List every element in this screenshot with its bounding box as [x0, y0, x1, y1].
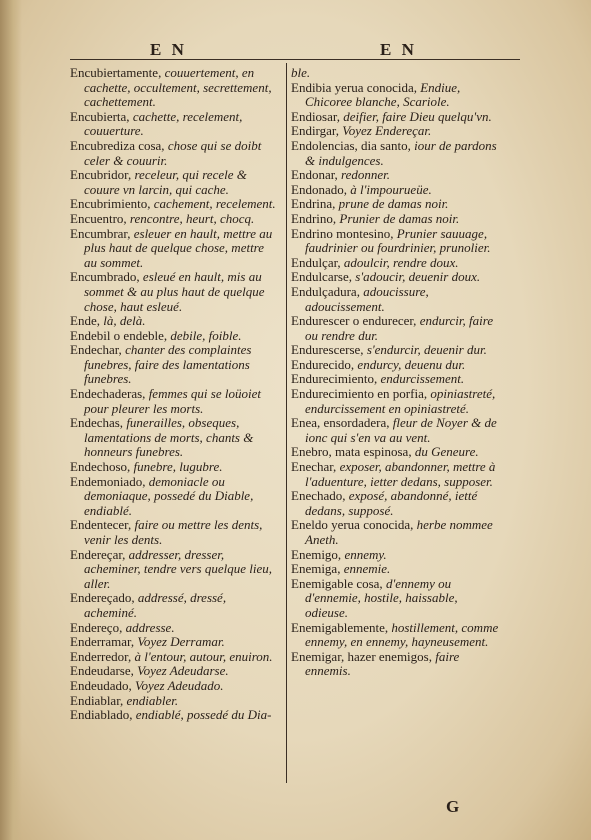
entry-headword: Encumbrar, [70, 225, 131, 241]
dictionary-entry [70, 416, 280, 460]
entry-translation: addressé, dressé, acheminé. [84, 590, 227, 620]
dictionary-entry [291, 285, 501, 314]
dictionary-entry [70, 343, 280, 387]
entry-headword: Endulcarse, [291, 269, 353, 285]
dictionary-entry [291, 212, 501, 227]
entry-translation: ennemy. [341, 546, 387, 562]
dictionary-entry [291, 110, 501, 125]
dictionary-entry [291, 387, 501, 416]
entry-headword: Encubiertamente, [70, 65, 162, 80]
dictionary-entry [291, 197, 501, 212]
entry-translation: du Geneure. [411, 444, 479, 460]
entry-headword: Eneldo yerua conocida, [291, 517, 414, 533]
entry-headword: Encubrimiento, [70, 196, 151, 212]
dictionary-entry [291, 621, 501, 650]
entry-headword: Endonar, [291, 167, 338, 183]
dictionary-entry [291, 81, 501, 110]
dictionary-entry [291, 445, 501, 460]
entry-headword: Endirgar, [291, 123, 339, 139]
dictionary-entry [70, 460, 280, 475]
entry-translation: iour de pardons & indulgences. [305, 137, 497, 168]
entry-headword: Encubrediza cosa, [70, 137, 165, 153]
entry-headword: Endrino, [291, 210, 337, 226]
entry-translation: funerailles, obseques, lamentations de morts, chants & honneurs funebres. [84, 415, 254, 460]
dictionary-entry [291, 460, 501, 489]
entry-translation: prune de damas noir. [335, 196, 449, 212]
right-column [291, 66, 501, 679]
entry-translation: couuertement, en cachette, occultement, secrettement, cachettement. [84, 65, 272, 110]
entry-translation: à l'entour, autour, enuiron. [131, 648, 273, 664]
entry-headword: Enechar, [291, 459, 337, 475]
dictionary-entry [291, 183, 501, 198]
dictionary-entry [70, 197, 280, 212]
entry-headword: Endolencias, dia santo, [291, 137, 411, 153]
dictionary-entry [70, 139, 280, 168]
dictionary-entry [70, 387, 280, 416]
entry-translation: endurcy, deuenu dur. [354, 356, 466, 372]
entry-translation: adoulcir, rendre doux. [340, 254, 459, 270]
header-rule [70, 59, 520, 60]
entry-headword: Enderredor, [70, 648, 132, 664]
dictionary-entry [291, 358, 501, 373]
dictionary-entry [291, 416, 501, 445]
dictionary-entry [291, 372, 501, 387]
dictionary-entry [291, 66, 501, 81]
entry-translation: adoucissure, adoucissement. [305, 283, 429, 314]
signature-mark: G [446, 797, 460, 816]
entry-translation: d'ennemy ou d'ennemie, hostile, haissable, odieuse. [305, 575, 458, 620]
entry-headword: Enemigar, hazer enemigos, [291, 648, 432, 664]
left-column [70, 66, 280, 723]
entry-headword: Endonado, [291, 181, 347, 197]
entry-translation: endiabler. [123, 692, 179, 708]
entry-translation: femmes qui se loüoiet pour pleurer les morts. [84, 386, 261, 416]
entry-translation: ennemie. [340, 561, 391, 577]
entry-translation: Voyez Endereçar. [338, 123, 432, 139]
entry-translation: opiniastreté, endurcissement en opiniastreté. [305, 386, 496, 416]
entry-headword: Endurescerse, [291, 342, 364, 358]
dictionary-entry [291, 343, 501, 358]
entry-translation: Prunier de damas noir. [336, 210, 460, 226]
entry-translation: Prunier sauuage, faudrinier ou fourdrinier, prunolier. [305, 225, 491, 256]
entry-headword: Endurescer o endurecer, [291, 313, 417, 329]
dictionary-entry [291, 518, 501, 547]
entry-translation: redonner. [337, 167, 391, 183]
entry-headword: Enea, ensordadera, [291, 415, 390, 431]
entry-headword: Encubridor, [70, 167, 132, 183]
dictionary-entry [70, 475, 280, 519]
dictionary-entry [291, 489, 501, 518]
dictionary-entry [70, 635, 280, 650]
dictionary-entry [70, 314, 280, 329]
entry-headword: Endereço, [70, 619, 123, 635]
dictionary-entry [70, 110, 280, 139]
dictionary-entry [70, 548, 280, 592]
entry-headword: Endibia yerua conocida, [291, 79, 417, 95]
entry-headword: Endiablado, [70, 707, 133, 723]
entry-translation: hostillement, comme ennemy, en ennemy, hayneusement. [305, 619, 499, 650]
entry-translation: addresse. [122, 619, 175, 635]
entry-headword: Endebil o endeble, [70, 327, 168, 343]
entry-translation: deifier, faire Dieu quelqu'vn. [339, 108, 492, 124]
dictionary-entry [70, 66, 280, 110]
entry-translation: à l'impourueüe. [346, 181, 432, 197]
entry-headword: Enemigablemente, [291, 619, 389, 635]
entry-translation: s'adoucir, deuenir doux. [352, 269, 481, 285]
entry-translation: exposer, abandonner, mettre à l'aduenture, ietter dedans, supposer. [305, 459, 496, 489]
entry-translation: cachette, recelement, couuerture. [84, 108, 243, 139]
dictionary-entry [291, 168, 501, 183]
entry-headword: Enebro, mata espinosa, [291, 444, 412, 460]
dictionary-entry [70, 694, 280, 709]
entry-headword: Endurecido, [291, 356, 355, 372]
entry-headword: Enderramar, [70, 634, 135, 650]
entry-headword: Endechaderas, [70, 386, 146, 402]
entry-headword: Endechas, [70, 415, 124, 431]
entry-translation: faire ennemis. [305, 648, 460, 679]
entry-translation: Endiue, Chicoree blanche, Scariole. [305, 79, 461, 110]
entry-headword: Endurecimiento en porfia, [291, 386, 428, 402]
dictionary-entry [70, 329, 280, 344]
entry-translation: esleuer en hault, mettre au plus haut de quelque chose, mettre au sommet. [84, 225, 273, 270]
dictionary-entry [291, 139, 501, 168]
entry-translation: endiablé, possedé du Dia- [132, 707, 272, 723]
entry-translation: exposé, abandonné, ietté dedans, supposé. [305, 488, 478, 518]
dictionary-entry [291, 256, 501, 271]
dictionary-entry [291, 548, 501, 563]
entry-headword: Endechar, [70, 342, 122, 358]
entry-headword: Enemiga, [291, 561, 341, 577]
dictionary-entry [291, 124, 501, 139]
dictionary-entry [70, 518, 280, 547]
entry-translation: esleué en hault, mis au sommet & au plus haut de quelque chose, haut esleué. [84, 269, 265, 314]
dictionary-entry [70, 708, 280, 723]
entry-translation: cachement, recelement. [150, 196, 276, 212]
entry-headword: Endrino montesino, [291, 225, 394, 241]
entry-headword: Endechoso, [70, 459, 131, 475]
running-header-left: E N [150, 40, 187, 59]
entry-headword: Encubierta, [70, 108, 130, 124]
entry-headword: Endulçar, [291, 254, 341, 270]
entry-translation: herbe nommee Aneth. [305, 517, 493, 547]
entry-translation: rencontre, heurt, chocq. [126, 210, 255, 226]
entry-headword: Enemigo, [291, 546, 342, 562]
entry-headword: Endrina, [291, 196, 336, 212]
entry-headword: Endurecimiento, [291, 371, 378, 387]
entry-translation: demoniacle ou demoniaque, possedé du Diable, endiablé. [84, 473, 254, 518]
entry-translation: s'endurcir, deuenir dur. [363, 342, 487, 358]
entry-headword: Ende, [70, 313, 100, 329]
entry-headword: Endiosar, [291, 108, 340, 124]
entry-headword: Endulçadura, [291, 283, 360, 299]
entry-headword: Endentecer, [70, 517, 132, 533]
dictionary-entry [70, 650, 280, 665]
entry-headword: Encumbrado, [70, 269, 140, 285]
entry-translation: receleur, qui recele & couure vn larcin, qui cache. [84, 167, 247, 197]
entry-headword: Endereçar, [70, 546, 126, 562]
running-header-right: E N [380, 40, 417, 59]
entry-headword: Enechado, [291, 488, 346, 504]
column-divider [286, 63, 287, 783]
entry-translation: Voyez Derramar. [134, 634, 225, 650]
entry-translation: chose qui se doibt celer & couurir. [84, 137, 262, 168]
dictionary-entry [70, 591, 280, 620]
entry-translation: ble. [291, 65, 311, 80]
entry-translation: Voyez Adeudarse. [133, 663, 229, 679]
entry-headword: Endemoniado, [70, 473, 146, 489]
dictionary-entry [70, 679, 280, 694]
dictionary-entry [291, 314, 501, 343]
entry-translation: chanter des complaintes funebres, faire des lamentations funebres. [84, 342, 252, 387]
dictionary-entry [291, 562, 501, 577]
entry-translation: Voyez Adeudado. [131, 677, 224, 693]
dictionary-entry [70, 664, 280, 679]
dictionary-entry [291, 650, 501, 679]
dictionary-entry [70, 227, 280, 271]
entry-translation: funebre, lugubre. [130, 459, 223, 475]
dictionary-entry [291, 270, 501, 285]
entry-translation: faire ou mettre les dents, venir les dents. [84, 517, 263, 547]
dictionary-entry [70, 621, 280, 636]
entry-headword: Endeudado, [70, 677, 132, 693]
entry-translation: fleur de Noyer & de ionc qui s'en va au vent. [305, 415, 497, 445]
dictionary-entry [70, 212, 280, 227]
entry-headword: Endereçado, [70, 590, 135, 606]
page-binding-shadow [0, 0, 22, 840]
entry-headword: Enemigable cosa, [291, 575, 383, 591]
entry-translation: debile, foible. [167, 327, 242, 343]
entry-translation: là, delà. [99, 313, 146, 329]
entry-translation: endurcissement. [377, 371, 465, 387]
entry-translation: addresser, dresser, acheminer, tendre vers quelque lieu, aller. [84, 546, 272, 591]
entry-headword: Encuentro, [70, 210, 127, 226]
entry-headword: Endeudarse, [70, 663, 134, 679]
dictionary-entry [291, 227, 501, 256]
dictionary-entry [70, 168, 280, 197]
dictionary-entry [291, 577, 501, 621]
entry-translation: endurcir, faire ou rendre dur. [305, 313, 494, 343]
dictionary-entry [70, 270, 280, 314]
entry-headword: Endiablar, [70, 692, 124, 708]
